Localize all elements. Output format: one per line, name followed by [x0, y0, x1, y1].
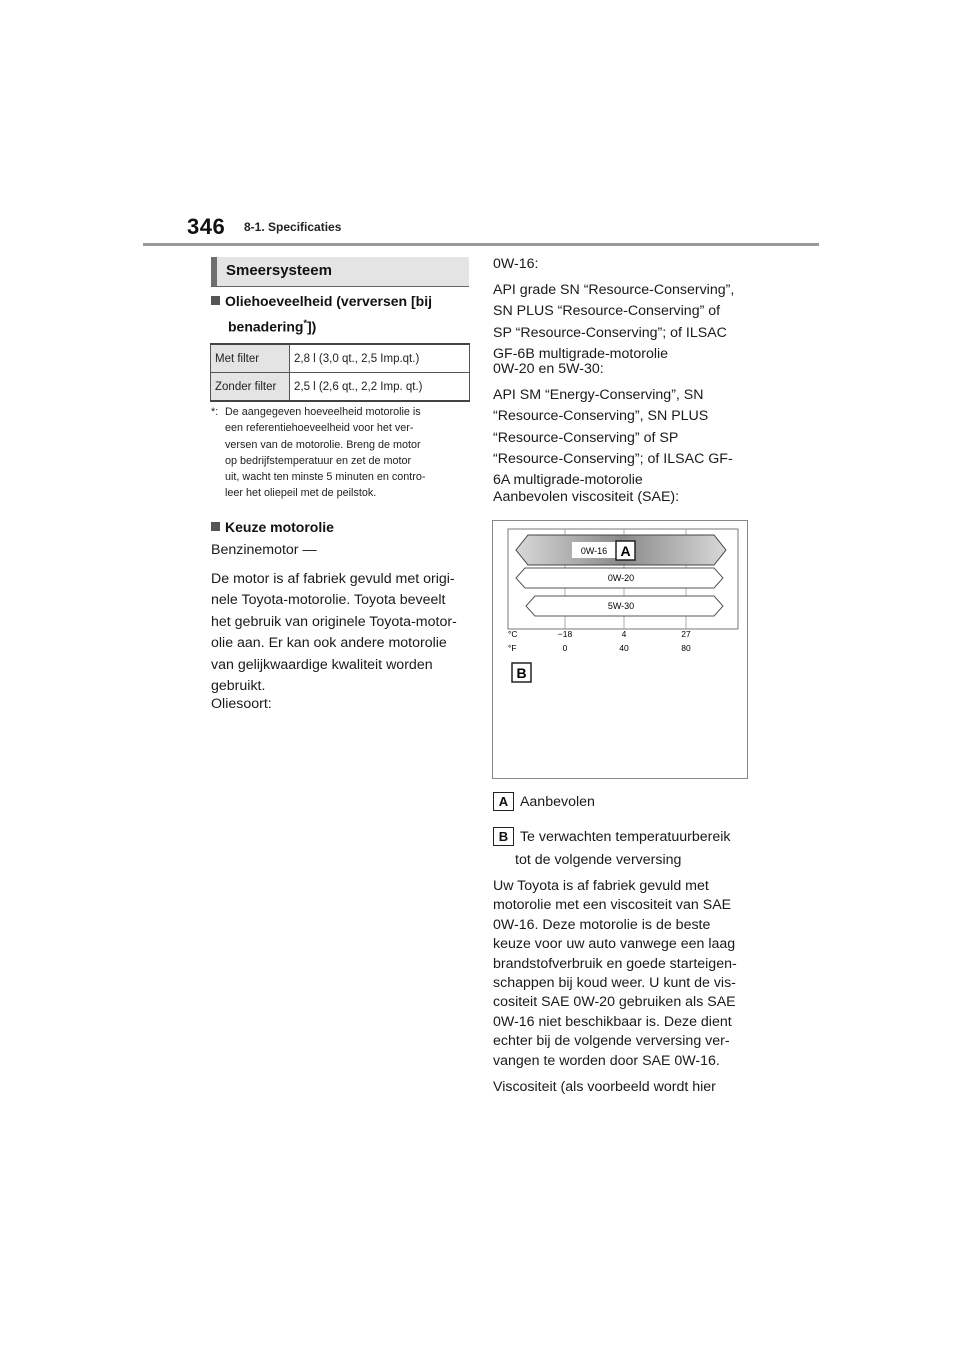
intro-paragraph: [211, 569, 471, 697]
tick-c: −18: [557, 629, 573, 639]
paragraph-line: SP “Resource-Conserving”; of ILSAC: [493, 324, 727, 341]
grade-0w20-5w30-label: 0W-20 en 5W-30:: [493, 361, 604, 377]
paragraph-line: vangen te worden door SAE 0W-16.: [493, 1052, 720, 1069]
legend-key-a: A: [493, 792, 514, 811]
square-bullet-icon: [211, 522, 220, 531]
paragraph-line: “Resource-Conserving”, SN PLUS: [493, 408, 709, 425]
paragraph-line: cositeit SAE 0W-20 gebruiken als SAE: [493, 994, 736, 1011]
oil-capacity-heading: Oliehoeveelheid (verversen [bij: [211, 293, 432, 309]
viscosity-label: Aanbevolen viscositeit (SAE):: [493, 489, 680, 505]
legend-text-b: Te verwachten temperatuurbereik: [519, 829, 731, 845]
table-row: [211, 344, 470, 373]
paragraph-line: brandstofverbruik en goede starteigen-: [493, 955, 737, 972]
paragraph-line: De motor is af fabriek gevuld met origi-: [211, 571, 455, 587]
footnote-mark: *:: [211, 406, 219, 418]
paragraph-line: keuze voor uw auto vanwege een laag: [493, 936, 736, 953]
tick-f: 80: [681, 643, 691, 653]
footnote-line: op bedrijfstemperatuur en zet de motor: [225, 454, 412, 467]
footnote-line: versen van de motorolie. Breng de motor: [225, 438, 421, 451]
legend-item-b: [493, 827, 731, 846]
paragraph-line: olie aan. Er kan ook andere motorolie: [211, 635, 447, 652]
footnote-line: De aangegeven hoeveelheid motorolie is: [225, 406, 421, 418]
unit-celsius: °C: [508, 629, 518, 639]
tick-f: 0: [562, 643, 568, 653]
legend-item-a: [493, 792, 595, 811]
explanation-paragraph: [493, 877, 755, 1071]
paragraph-line: gebruikt.: [211, 678, 266, 695]
paragraph-line: “Resource-Conserving” of SP: [493, 429, 679, 446]
oil-capacity-table: [210, 343, 470, 402]
paragraph-line: schappen bij koud weer. U kunt de vis-: [493, 975, 736, 992]
table-cell-label: Zonder filter: [211, 373, 290, 402]
page-number: 346: [187, 214, 226, 239]
band-5w30-label: 5W-30: [607, 601, 635, 611]
paragraph-line: van gelijkwaardige kwaliteit worden: [211, 656, 433, 673]
paragraph-line: echter bij de volgende verversing ver-: [493, 1033, 730, 1050]
oil-type-label: Oliesoort:: [211, 696, 272, 712]
key-a-label: A: [620, 543, 631, 559]
footnote-line: leer het oliepeil met de peilstok.: [225, 487, 377, 500]
tick-c: 27: [681, 629, 691, 639]
section-heading: [211, 257, 469, 287]
paragraph-line: nele Toyota-motorolie. Toyota beveelt: [211, 592, 446, 609]
oil-choice-heading: Keuze motorolie: [211, 519, 334, 535]
footnote-line: uit, wacht ten minste 5 minuten en contro-: [225, 471, 426, 484]
legend-text-a: Aanbevolen: [519, 794, 595, 810]
api-0w20-paragraph: [493, 385, 753, 491]
footnote-line: een referentiehoeveelheid voor het ver-: [225, 422, 414, 435]
grade-0w16-label: 0W-16:: [493, 256, 539, 272]
paragraph-line: “Resource-Conserving”; of ILSAC GF-: [493, 450, 733, 467]
table-row: [211, 373, 470, 402]
paragraph-line: het gebruik van originele Toyota-motor-: [211, 613, 457, 630]
band-0w20-label: 0W-20: [607, 573, 635, 583]
viscosity-diagram: [492, 520, 748, 779]
table-cell-value: 2,5 l (2,6 qt., 2,2 Imp. qt.): [290, 373, 470, 402]
section-heading-rule: [211, 286, 469, 287]
oil-capacity-heading-line2: benadering*]): [228, 318, 317, 335]
paragraph-line: Uw Toyota is af fabriek gevuld met: [493, 878, 709, 894]
paragraph-line: API SM “Energy-Conserving”, SN: [493, 387, 704, 403]
paragraph-line: GF-6B multigrade-motorolie: [493, 345, 669, 362]
paragraph-line: motorolie met een viscositeit van SAE: [493, 897, 732, 914]
table-cell-label: Met filter: [211, 344, 290, 373]
footnote: [211, 404, 469, 502]
table-cell-value: 2,8 l (3,0 qt., 2,5 Imp.qt.): [290, 344, 470, 373]
api-0w16-paragraph: [493, 280, 753, 365]
unit-fahrenheit: °F: [508, 643, 517, 653]
legend-text-b-line2: tot de volgende verversing: [515, 852, 682, 868]
band-0w16-label: 0W-16: [580, 546, 608, 556]
section-title: 8-1. Specificaties: [244, 220, 342, 234]
footnote-ref: *: [303, 318, 307, 328]
viscosity-figure: [492, 520, 748, 779]
paragraph-line: 0W-16. Deze motorolie is de beste: [493, 916, 711, 933]
paragraph-line: 0W-16 niet beschikbaar is. Deze dient: [493, 1013, 732, 1030]
section-heading-text: Smeersysteem: [226, 262, 332, 279]
final-line: Viscositeit (als voorbeeld wordt hier: [493, 1079, 716, 1095]
key-b-label: B: [516, 665, 527, 681]
paragraph-line: SN PLUS “Resource-Conserving” of: [493, 303, 721, 320]
paragraph-line: 6A multigrade-motorolie: [493, 472, 643, 489]
header-rule: [143, 243, 819, 246]
tick-c: 4: [621, 629, 627, 639]
legend-key-b: B: [493, 827, 514, 846]
tick-f: 40: [619, 643, 629, 653]
square-bullet-icon: [211, 296, 220, 305]
engine-type: Benzinemotor —: [211, 542, 317, 558]
paragraph-line: API grade SN “Resource-Conserving”,: [493, 282, 735, 298]
